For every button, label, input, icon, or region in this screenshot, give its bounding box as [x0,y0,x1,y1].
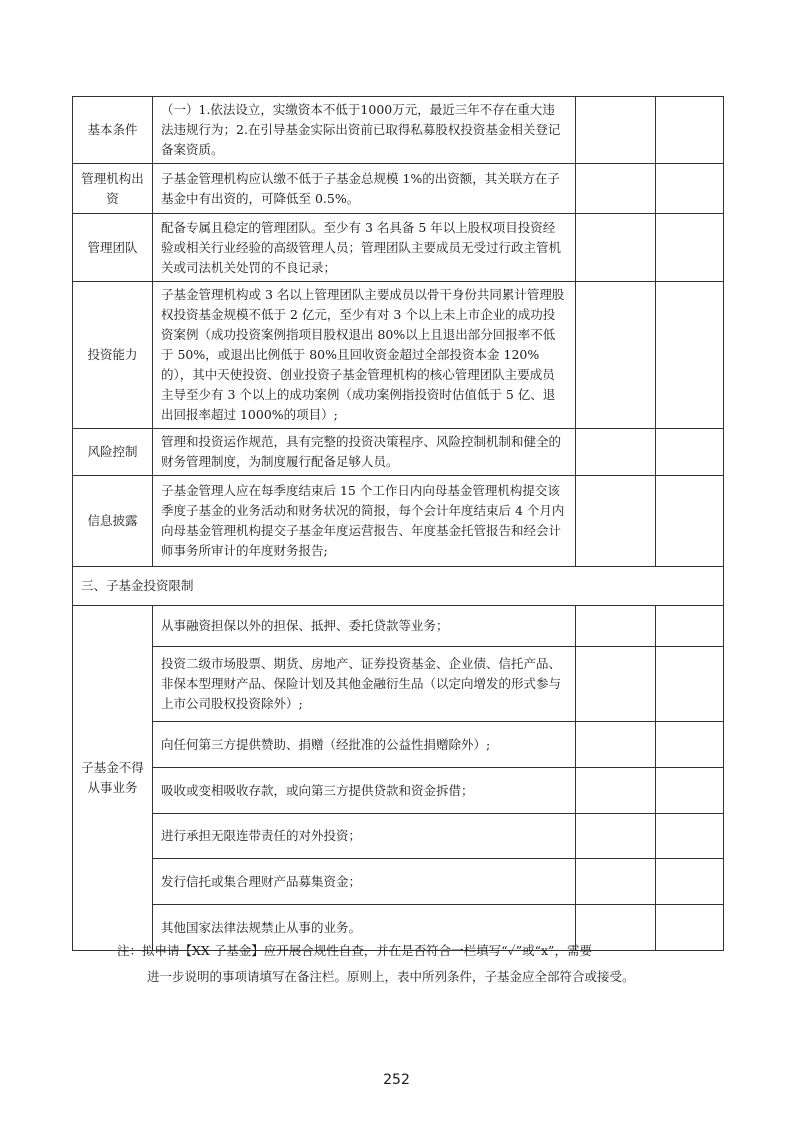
footnote [117,938,717,990]
remarks-cell[interactable] [656,429,724,476]
section-header-row [73,567,724,606]
restriction-group-label: 子基金不得从事业务 [73,606,153,951]
page-number: 252 [383,1072,410,1088]
remarks-cell[interactable] [656,164,724,214]
remarks-cell[interactable] [656,476,724,567]
table-row [73,214,724,282]
row-label: 投资能力 [73,282,153,429]
row-label: 基本条件 [73,97,153,164]
compliance-cell[interactable] [576,859,656,905]
compliance-cell[interactable] [576,97,656,164]
restriction-item: 进行承担无限连带责任的对外投资； [153,814,576,859]
row-label: 风险控制 [73,429,153,476]
remarks-cell[interactable] [656,814,724,859]
remarks-cell[interactable] [656,722,724,768]
compliance-cell[interactable] [576,768,656,814]
remarks-cell[interactable] [656,214,724,282]
restriction-item: 发行信托或集合理财产品募集资金； [153,859,576,905]
table-row [73,164,724,214]
row-label: 管理机构出资 [73,164,153,214]
restriction-item: 吸收或变相吸收存款，或向第三方提供贷款和资金拆借； [153,768,576,814]
compliance-cell[interactable] [576,164,656,214]
table-row [73,429,724,476]
restriction-item: 投资二级市场股票、期货、房地产、证券投资基金、企业债、信托产品、非保本型理财产品、保险计划及其他金融衍生品（以定向增发的形式参与上市公司股权投资除外）; [153,647,576,722]
table-row [73,722,724,768]
table-row [73,647,724,722]
row-label: 信息披露 [73,476,153,567]
table-row [73,282,724,429]
remarks-cell[interactable] [656,606,724,647]
row-content: （一）1.依法设立，实缴资本不低于1000万元，最近三年不存在重大违法违规行为；2.在引导基金实际出资前已取得私募股权投资基金相关登记备案资质。 [153,97,576,164]
table-row [73,814,724,859]
row-content: 配备专属且稳定的管理团队。至少有 3 名具备 5 年以上股权项目投资经验或相关行业经验的高级管理人员；管理团队主要成员无受过行政主管机关或司法机关处罚的不良记录； [153,214,576,282]
table-row [73,768,724,814]
compliance-cell[interactable] [576,214,656,282]
remarks-cell[interactable] [656,768,724,814]
remarks-cell[interactable] [656,97,724,164]
compliance-cell[interactable] [576,282,656,429]
table-row [73,476,724,567]
table-row [73,606,724,647]
compliance-cell[interactable] [576,647,656,722]
compliance-cell[interactable] [576,814,656,859]
restriction-item: 向任何第三方提供赞助、捐赠（经批准的公益性捐赠除外）; [153,722,576,768]
compliance-cell[interactable] [576,429,656,476]
table-row [73,97,724,164]
row-content: 子基金管理机构或 3 名以上管理团队主要成员以骨干身份共同累计管理股权投资基金规模不低于 2 亿元，至少有对 3 个以上未上市企业的成功投资案例（成功投资案例指项目股权退出 80%以上且退出部分回报率不低于 50%，或退出比例低于 80%且回收资金超过全部投资本金 120%的），其中天使投资、创业投资子基金管理机构的核心管理团队主要成员主导至少有 3 个以上的成功案例（成功案例指投资时估值低于 5 亿、退出回报率超过 1000%的项目）; [153,282,576,429]
footnote-line: 进一步说明的事项请填写在备注栏。原则上，表中所列条件，子基金应全部符合或接受。 [147,969,635,984]
row-content: 子基金管理人应在每季度结束后 15 个工作日内向母基金管理机构提交该季度子基金的业务活动和财务状况的简报，每个会计年度结束后 4 个月内向母基金管理机构提交子基金年度运营报告、年度基金托管报告和经会计师事务所审计的年度财务报告; [153,476,576,567]
remarks-cell[interactable] [656,282,724,429]
row-content: 子基金管理机构应认缴不低于子基金总规模 1%的出资额，其关联方在子基金中有出资的，可降低至 0.5%。 [153,164,576,214]
restriction-item: 从事融资担保以外的担保、抵押、委托贷款等业务； [153,606,576,647]
compliance-cell[interactable] [576,722,656,768]
table-row [73,859,724,905]
remarks-cell[interactable] [656,859,724,905]
row-content: 管理和投资运作规范，具有完整的投资决策程序、风险控制机制和健全的财务管理制度，为制度履行配备足够人员。 [153,429,576,476]
compliance-cell[interactable] [576,476,656,567]
compliance-cell[interactable] [576,606,656,647]
restriction-item: 其他国家法律法规禁止从事的业务。 [153,905,576,951]
section-title: 三、子基金投资限制 [73,567,724,606]
remarks-cell[interactable] [656,647,724,722]
footnote-line: 注：拟申请【XX 子基金】应开展合规性自查，并在是否符合一栏填写“✓”或“x”，需要 [117,943,592,958]
requirements-table [72,96,724,951]
row-label: 管理团队 [73,214,153,282]
